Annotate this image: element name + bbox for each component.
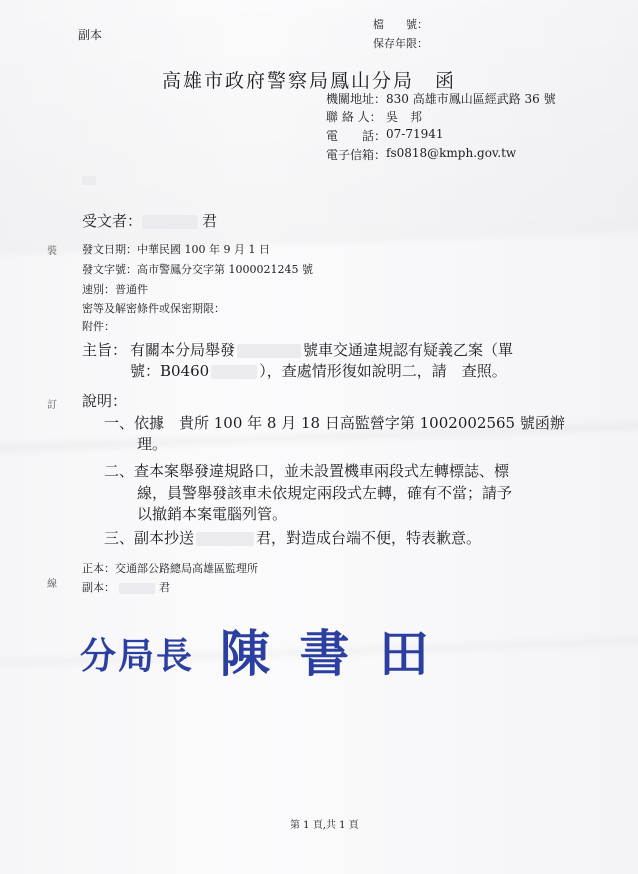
explanation-item-3-pre: 三、副本抄送: [104, 529, 195, 547]
recipient-line: [82, 210, 217, 231]
attachment-label: 附件：: [82, 320, 115, 333]
subject-line-2-pre: 號：B0460: [130, 362, 210, 380]
copy-recipient-label: 副本：: [82, 581, 115, 594]
copy-recipient-line: [82, 579, 170, 595]
address-label: 機關地址：: [326, 92, 387, 106]
page-number: 第 1 頁,共 1 頁: [290, 820, 359, 831]
explanation-item-2-line-3: 以撤銷本案電腦列管。: [137, 505, 288, 523]
subject-line-1-post: 號車交通違規認有疑義乙案（單: [303, 341, 514, 359]
explanation-item-2-line-1: 二、查本案舉發違規路口，並未設置機車兩段式左轉標誌、標: [104, 462, 510, 480]
phone-value: 07-71941: [386, 127, 444, 141]
phone-label: 電 話：: [326, 129, 387, 143]
redacted-ticket-number: [211, 365, 257, 379]
redacted-copy-name: [119, 583, 155, 594]
explanation-item-3-post: 君，對造成台端不便，特表歉意。: [256, 529, 482, 547]
redacted-recipient-name: [142, 215, 198, 229]
original-recipient: 正本：交通部公路總局高雄區監理所: [82, 562, 258, 575]
explanation-label: 說明：: [82, 392, 128, 410]
secrecy-level: 密等及解密條件或保密期限：: [82, 302, 225, 315]
subject-line-2-post: ），查處情形復如說明二，請 查照。: [259, 362, 507, 380]
copy-recipient-suffix: 君: [159, 581, 170, 594]
subject-line-1-pre: 有關本分局舉發: [130, 341, 236, 359]
margin-mark-line: 線: [47, 579, 57, 590]
letterhead-title: 高雄市政府警察局鳳山分局 函: [162, 70, 457, 92]
subject-line-2: [130, 360, 507, 381]
margin-mark-bind: 裝: [47, 246, 57, 257]
document-number: 發文字號：高市警鳳分交字第 1000021245 號: [82, 263, 313, 276]
contact-label: 聯 絡 人：: [326, 110, 382, 124]
signature-title: 分局長: [80, 635, 195, 677]
address-value: 830 高雄市鳳山區經武路 36 號: [386, 92, 556, 106]
signature-name: 陳 書 田: [220, 624, 435, 683]
recipient-label: 受文者：: [82, 212, 143, 230]
email-value: fs0818@kmph.gov.tw: [386, 146, 517, 160]
explanation-item-1-line-2: 理。: [137, 435, 168, 453]
copy-mark: 副本: [78, 28, 103, 42]
redacted-copy-recipient: [196, 532, 254, 546]
subject-line-1: [130, 339, 513, 360]
explanation-item-2-line-2: 線，員警舉發該車未依規定兩段式左轉，確有不當；請予: [137, 484, 513, 502]
redacted-address: [82, 176, 96, 185]
recipient-suffix: 君: [202, 212, 218, 230]
delivery-speed: 速別：普通件: [82, 283, 148, 296]
redacted-plate-number: [237, 344, 301, 358]
issue-date: 發文日期：中華民國 100 年 9 月 1 日: [82, 243, 270, 256]
subject-label: 主旨：: [82, 341, 128, 359]
explanation-item-3: [104, 527, 481, 548]
retention-label: 保存年限：: [373, 37, 428, 50]
margin-mark-stitch: 訂: [47, 400, 57, 411]
email-label: 電子信箱：: [326, 148, 387, 162]
file-number-label: 檔 號：: [373, 18, 428, 31]
explanation-item-1-line-1: 一、依據 貴所 100 年 8 月 18 日高監營字第 1002002565 號函辦: [104, 414, 565, 432]
contact-value: 吳 邦: [386, 110, 423, 124]
